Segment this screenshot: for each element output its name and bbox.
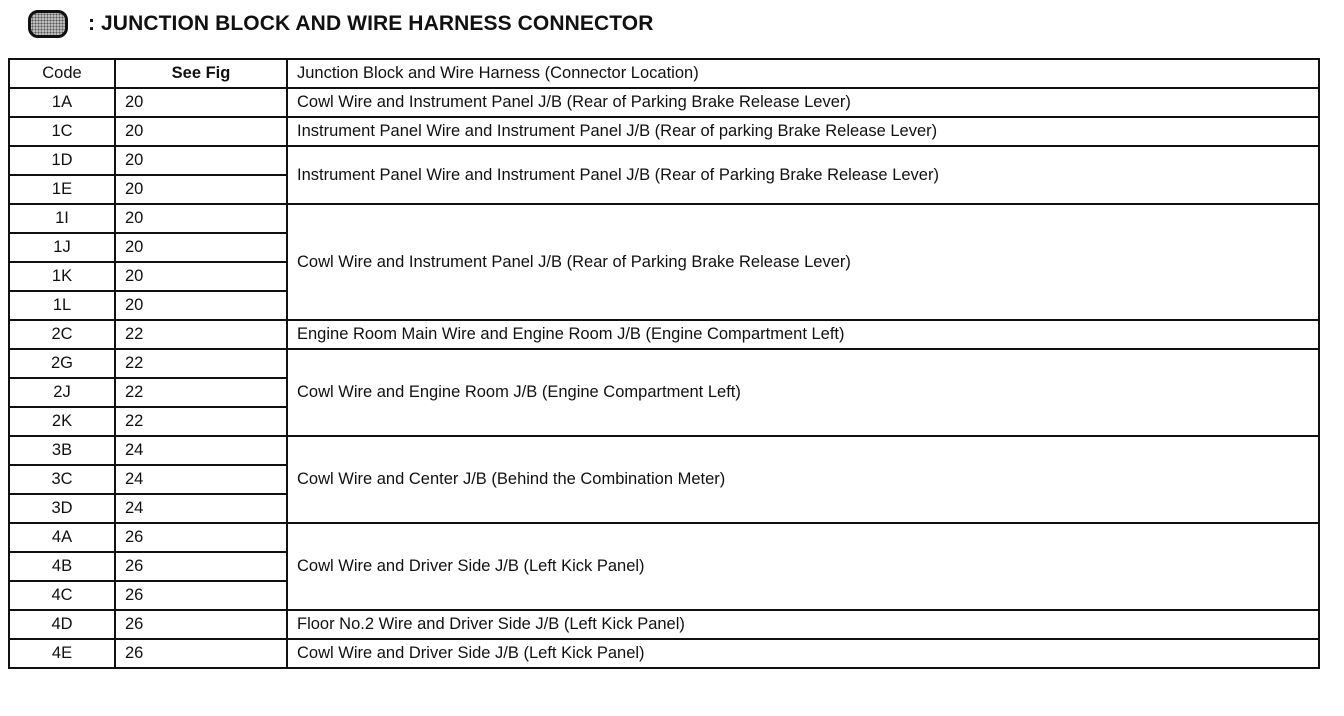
fig-cell: 22 — [115, 378, 287, 407]
code-cell: 1K — [9, 262, 115, 291]
table-row — [9, 320, 1319, 349]
column-header-location: Junction Block and Wire Harness (Connector Location) — [287, 59, 1319, 88]
table-row — [9, 88, 1319, 117]
description-cell: Cowl Wire and Driver Side J/B (Left Kick Panel) — [287, 639, 1319, 668]
code-cell: 1J — [9, 233, 115, 262]
fig-cell: 24 — [115, 494, 287, 523]
table-header-row — [9, 59, 1319, 88]
code-cell: 2J — [9, 378, 115, 407]
code-cell: 3C — [9, 465, 115, 494]
table-row — [9, 146, 1319, 175]
fig-cell: 20 — [115, 175, 287, 204]
page-header — [28, 6, 653, 42]
fig-cell: 20 — [115, 262, 287, 291]
junction-block-symbol-icon — [28, 10, 68, 38]
code-cell: 1I — [9, 204, 115, 233]
description-cell: Cowl Wire and Instrument Panel J/B (Rear of Parking Brake Release Lever) — [287, 88, 1319, 117]
description-cell: Instrument Panel Wire and Instrument Panel J/B (Rear of parking Brake Release Lever) — [287, 117, 1319, 146]
fig-cell: 26 — [115, 552, 287, 581]
table-row — [9, 639, 1319, 668]
fig-cell: 24 — [115, 465, 287, 494]
code-cell: 3B — [9, 436, 115, 465]
code-cell: 1A — [9, 88, 115, 117]
code-cell: 1L — [9, 291, 115, 320]
fig-cell: 26 — [115, 581, 287, 610]
column-header-code: Code — [9, 59, 115, 88]
table-row — [9, 117, 1319, 146]
column-header-see-fig: See Fig — [115, 59, 287, 88]
code-cell: 4B — [9, 552, 115, 581]
code-cell: 1C — [9, 117, 115, 146]
fig-cell: 26 — [115, 523, 287, 552]
code-cell: 4D — [9, 610, 115, 639]
connector-table — [8, 58, 1320, 669]
table-row — [9, 349, 1319, 378]
table-row — [9, 523, 1319, 552]
page-title: : JUNCTION BLOCK AND WIRE HARNESS CONNECTOR — [88, 12, 654, 35]
description-cell: Cowl Wire and Engine Room J/B (Engine Compartment Left) — [287, 349, 1319, 436]
fig-cell: 26 — [115, 610, 287, 639]
code-cell: 4E — [9, 639, 115, 668]
table-row — [9, 436, 1319, 465]
fig-cell: 22 — [115, 407, 287, 436]
code-cell: 2C — [9, 320, 115, 349]
fig-cell: 22 — [115, 320, 287, 349]
code-cell: 4A — [9, 523, 115, 552]
description-cell: Cowl Wire and Center J/B (Behind the Combination Meter) — [287, 436, 1319, 523]
table-row — [9, 204, 1319, 233]
fig-cell: 24 — [115, 436, 287, 465]
fig-cell: 26 — [115, 639, 287, 668]
description-cell: Cowl Wire and Instrument Panel J/B (Rear of Parking Brake Release Lever) — [287, 204, 1319, 320]
code-cell: 1D — [9, 146, 115, 175]
table-row — [9, 610, 1319, 639]
fig-cell: 20 — [115, 233, 287, 262]
description-cell: Engine Room Main Wire and Engine Room J/B (Engine Compartment Left) — [287, 320, 1319, 349]
fig-cell: 20 — [115, 291, 287, 320]
code-cell: 3D — [9, 494, 115, 523]
fig-cell: 22 — [115, 349, 287, 378]
description-cell: Cowl Wire and Driver Side J/B (Left Kick Panel) — [287, 523, 1319, 610]
fig-cell: 20 — [115, 88, 287, 117]
code-cell: 1E — [9, 175, 115, 204]
code-cell: 2G — [9, 349, 115, 378]
fig-cell: 20 — [115, 146, 287, 175]
description-cell: Floor No.2 Wire and Driver Side J/B (Left Kick Panel) — [287, 610, 1319, 639]
code-cell: 2K — [9, 407, 115, 436]
fig-cell: 20 — [115, 117, 287, 146]
code-cell: 4C — [9, 581, 115, 610]
description-cell: Instrument Panel Wire and Instrument Panel J/B (Rear of Parking Brake Release Lever) — [287, 146, 1319, 204]
fig-cell: 20 — [115, 204, 287, 233]
